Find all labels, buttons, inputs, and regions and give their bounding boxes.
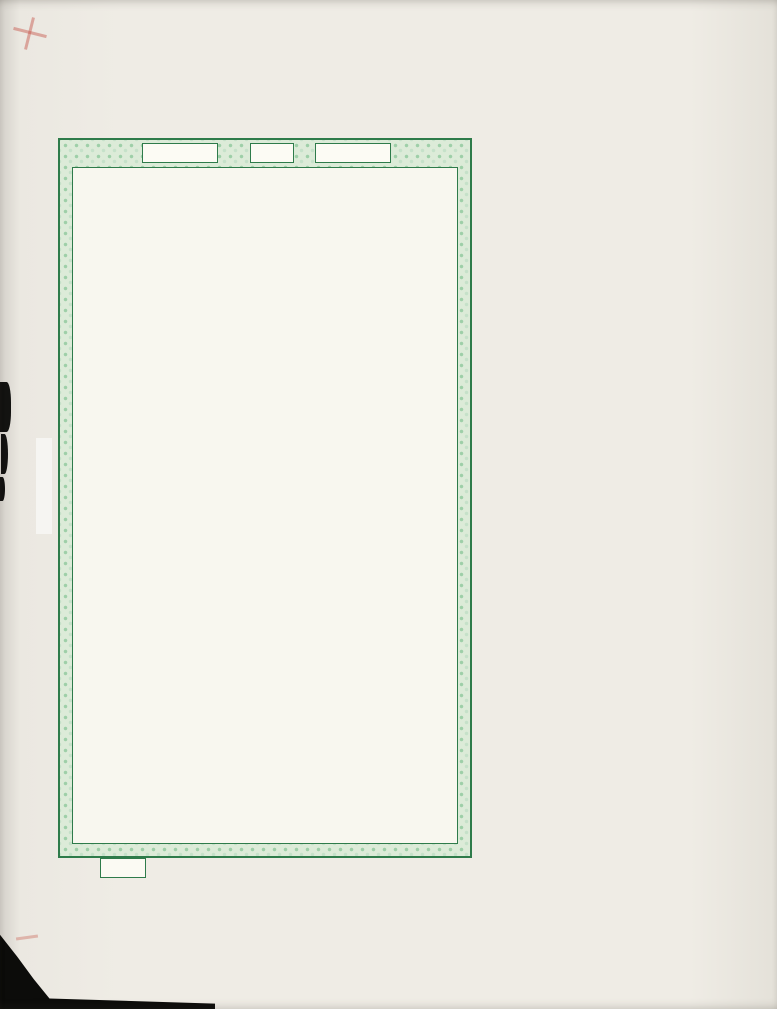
scan-artifact-red-mark [16, 934, 38, 940]
scan-artifact-ink-streak [0, 382, 11, 432]
margin-note-waqf-ghufran [464, 746, 478, 818]
quran-box-body [72, 167, 458, 844]
scan-artifact-corner-blob [0, 930, 58, 1009]
scan-artifact-ink-streak [0, 477, 5, 501]
page-number [250, 143, 294, 163]
margin-note-waqf-lazim [472, 298, 486, 370]
scan-artifact-ink-streak [1, 434, 8, 474]
surah-label [142, 143, 218, 163]
manzil-marker [100, 858, 146, 878]
quran-text-box [58, 138, 472, 858]
scan-file-label [36, 438, 52, 534]
juz-label [315, 143, 391, 163]
scan-artifact-bottom-streak [0, 997, 215, 1009]
